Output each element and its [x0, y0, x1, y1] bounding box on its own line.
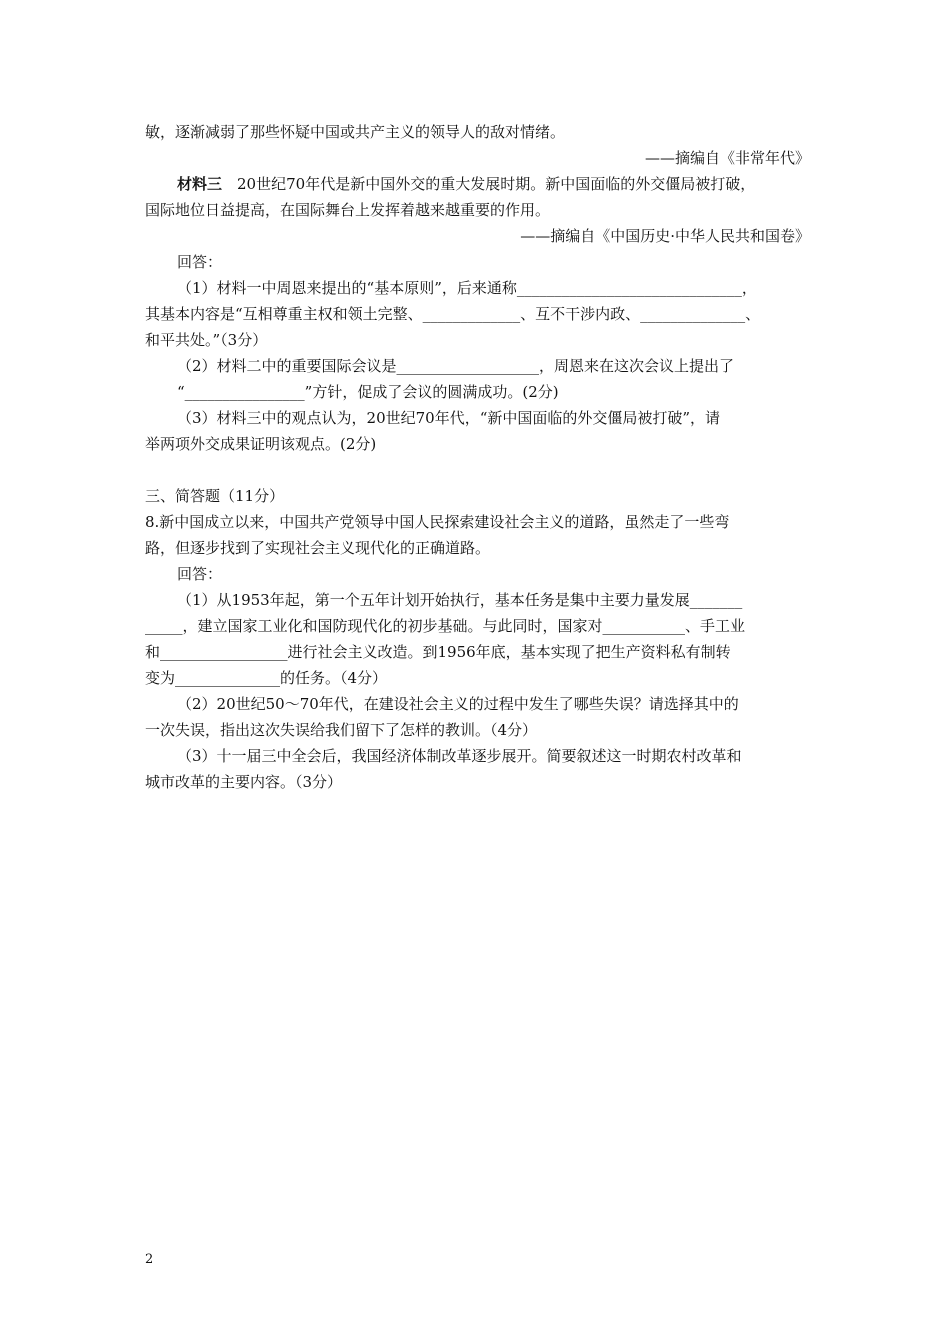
- q7-part1-line2: 其基本内容是“互相尊重主权和领土完整、_____________、互不干涉内政、______________、: [145, 305, 761, 323]
- q8-part1-line2: _____，建立国家工业化和国防现代化的初步基础。与此同时，国家对___________、手工业: [145, 617, 746, 635]
- material2-source: ——摘编自《非常年代》: [644, 149, 810, 167]
- q7-part2-line1: （2）材料二中的重要国际会议是___________________，周恩来在这次会议上提出了: [177, 357, 735, 375]
- section3-title: 三、简答题（11分）: [145, 487, 285, 505]
- q8-stem-line1: 8.新中国成立以来，中国共产党领导中国人民探索建设社会主义的道路，虽然走了一些弯: [145, 513, 730, 531]
- q8-part2-line2: 一次失误，指出这次失误给我们留下了怎样的教训。（4分）: [145, 721, 538, 739]
- q7-part3-line1: （3）材料三中的观点认为，20世纪70年代，“新中国面临的外交僵局被打破”，请: [177, 409, 721, 427]
- q8-part1-line3: 和_________________进行社会主义改造。到1956年底，基本实现了把生产资料私有制转: [145, 643, 731, 661]
- q8-part2-line1: （2）20世纪50～70年代，在建设社会主义的过程中发生了哪些失误？请选择其中的: [177, 695, 739, 713]
- q7-part1-line1: （1）材料一中周恩来提出的“基本原则”，后来通称______________________________，: [177, 279, 757, 297]
- material3-source: ——摘编自《中国历史·中华人民共和国卷》: [520, 227, 810, 245]
- material3-text: 20世纪70年代是新中国外交的重大发展时期。新中国面临的外交僵局被打破，: [222, 175, 756, 193]
- page-number: 2: [145, 1252, 154, 1267]
- material3-line1: [145, 171, 810, 197]
- spacer: [145, 457, 810, 483]
- q8-part3-line2: 城市改革的主要内容。（3分）: [145, 773, 343, 791]
- q7-part3-line2: 举两项外交成果证明该观点。(2分): [145, 435, 377, 453]
- material3-line2: 国际地位日益提高，在国际舞台上发挥着越来越重要的作用。: [145, 201, 551, 219]
- q8-answer-label: 回答：: [177, 565, 223, 583]
- q7-answer-label: 回答：: [177, 253, 223, 271]
- q8-part1-line4: 变为______________的任务。（4分）: [145, 669, 388, 687]
- material2-tail: 敏，逐渐减弱了那些怀疑中国或共产主义的领导人的敌对情绪。: [145, 123, 566, 141]
- page-content: [145, 119, 810, 795]
- q8-part1-line1: （1）从1953年起，第一个五年计划开始执行，基本任务是集中主要力量发展_______: [177, 591, 743, 609]
- q7-part1-line3: 和平共处。”（3分）: [145, 331, 268, 349]
- q8-part3-line1: （3）十一届三中全会后，我国经济体制改革逐步展开。简要叙述这一时期农村改革和: [177, 747, 742, 765]
- q8-stem-line2: 路，但逐步找到了实现社会主义现代化的正确道路。: [145, 539, 491, 557]
- material3-label: 材料三: [177, 175, 223, 193]
- q7-part2-line2: “________________”方针，促成了会议的圆满成功。(2分): [177, 383, 559, 401]
